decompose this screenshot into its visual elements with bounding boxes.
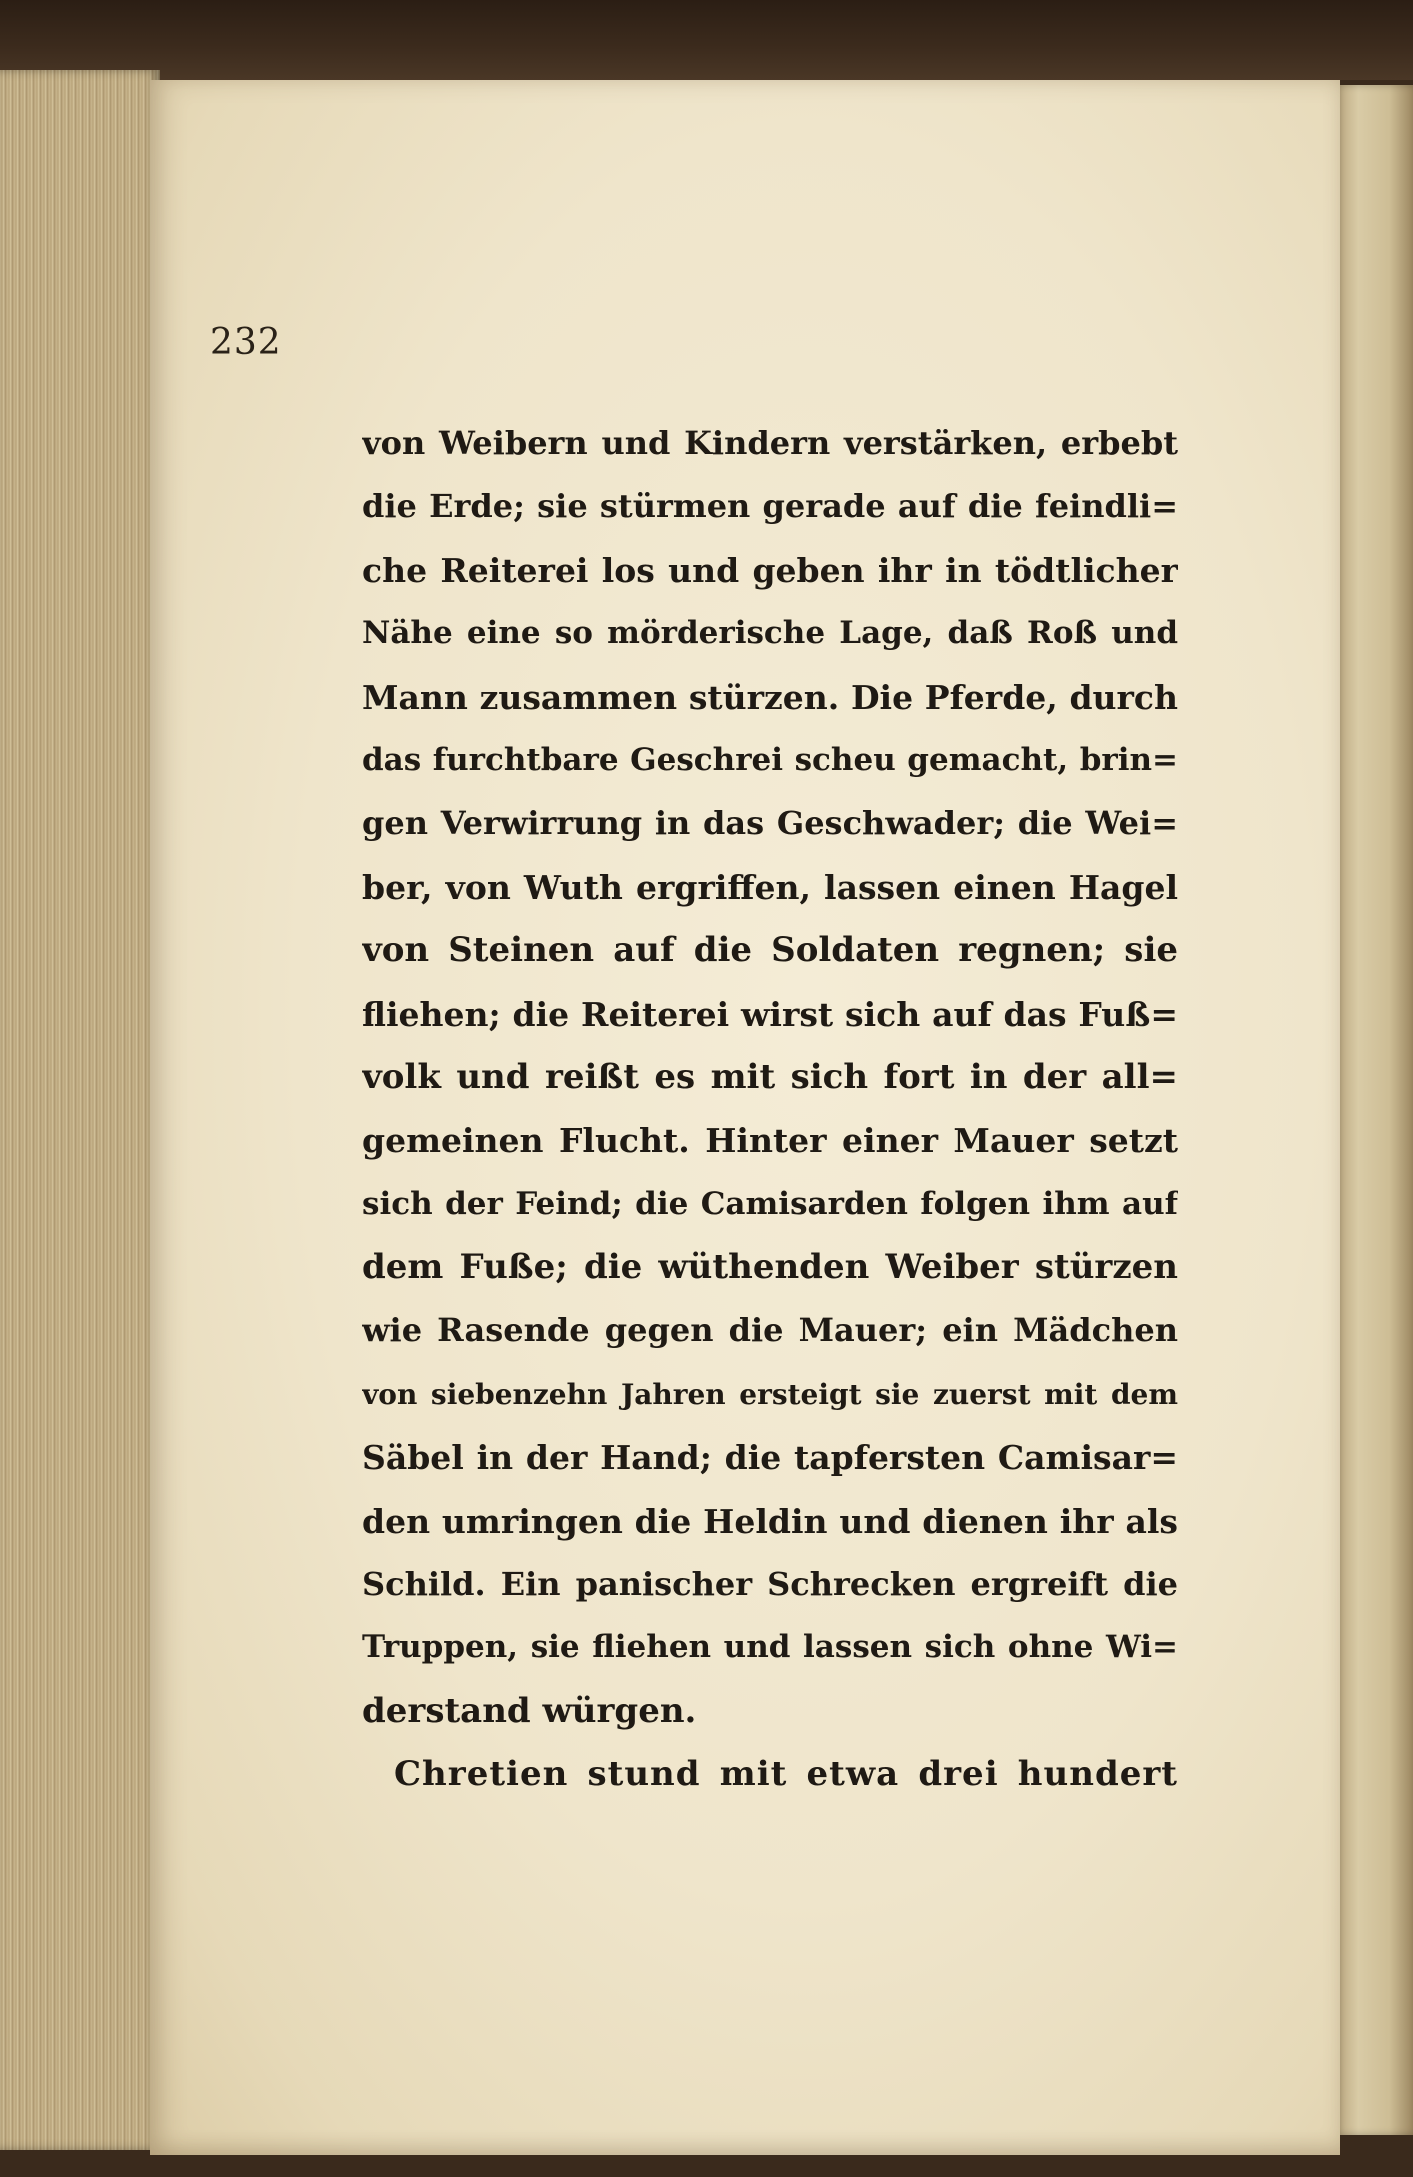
book-binding-top	[0, 0, 1413, 80]
text-line: von siebenzehn Jahren ersteigt sie zuerst mit dem	[362, 1377, 1178, 1411]
text-line: derstand würgen.	[362, 1690, 697, 1731]
paragraph-first-line: Chretien stund mit etwa drei hundert	[394, 1754, 1178, 1795]
text-line: ber, von Wuth ergriffen, lassen einen Hagel	[362, 867, 1178, 907]
text-line: sich der Feind; die Camisarden folgen ihm auf	[362, 1185, 1178, 1222]
facing-page-edge	[1335, 85, 1413, 2135]
page-stack-edge	[0, 70, 160, 2150]
text-line: von Steinen auf die Soldaten regnen; sie	[362, 930, 1178, 971]
text-line: Nähe eine so mörderische Lage, daß Roß und	[362, 615, 1178, 652]
text-line: Säbel in der Hand; die tapfersten Camisar=	[362, 1438, 1178, 1478]
page-number: 232	[210, 322, 282, 363]
text-line: gen Verwirrung in das Geschwader; die Wei=	[362, 804, 1178, 843]
text-line: den umringen die Heldin und dienen ihr als	[362, 1501, 1178, 1541]
text-line: gemeinen Flucht. Hinter einer Mauer setzt	[362, 1121, 1178, 1161]
text-line: Mann zusammen stürzen. Die Pferde, durch	[362, 677, 1178, 717]
text-line: fliehen; die Reiterei wirst sich auf das Fuß=	[362, 994, 1178, 1034]
text-line: von Weibern und Kindern verstärken, erbebt	[362, 424, 1178, 462]
text-line: wie Rasende gegen die Mauer; ein Mädchen	[362, 1311, 1178, 1350]
text-line: das furchtbare Geschrei scheu gemacht, brin=	[362, 741, 1178, 778]
text-line: Schild. Ein panischer Schrecken ergreift die	[362, 1565, 1178, 1604]
text-line: die Erde; sie stürmen gerade auf die feindli=	[362, 487, 1178, 526]
text-line: dem Fuße; die wüthenden Weiber stürzen	[362, 1247, 1178, 1288]
text-line: Truppen, sie fliehen und lassen sich ohne Wi=	[362, 1629, 1178, 1666]
text-line: che Reiterei los und geben ihr in tödtlicher	[362, 550, 1178, 590]
text-line: volk und reißt es mit sich fort in der all=	[362, 1056, 1178, 1097]
body-text	[362, 412, 1178, 1807]
